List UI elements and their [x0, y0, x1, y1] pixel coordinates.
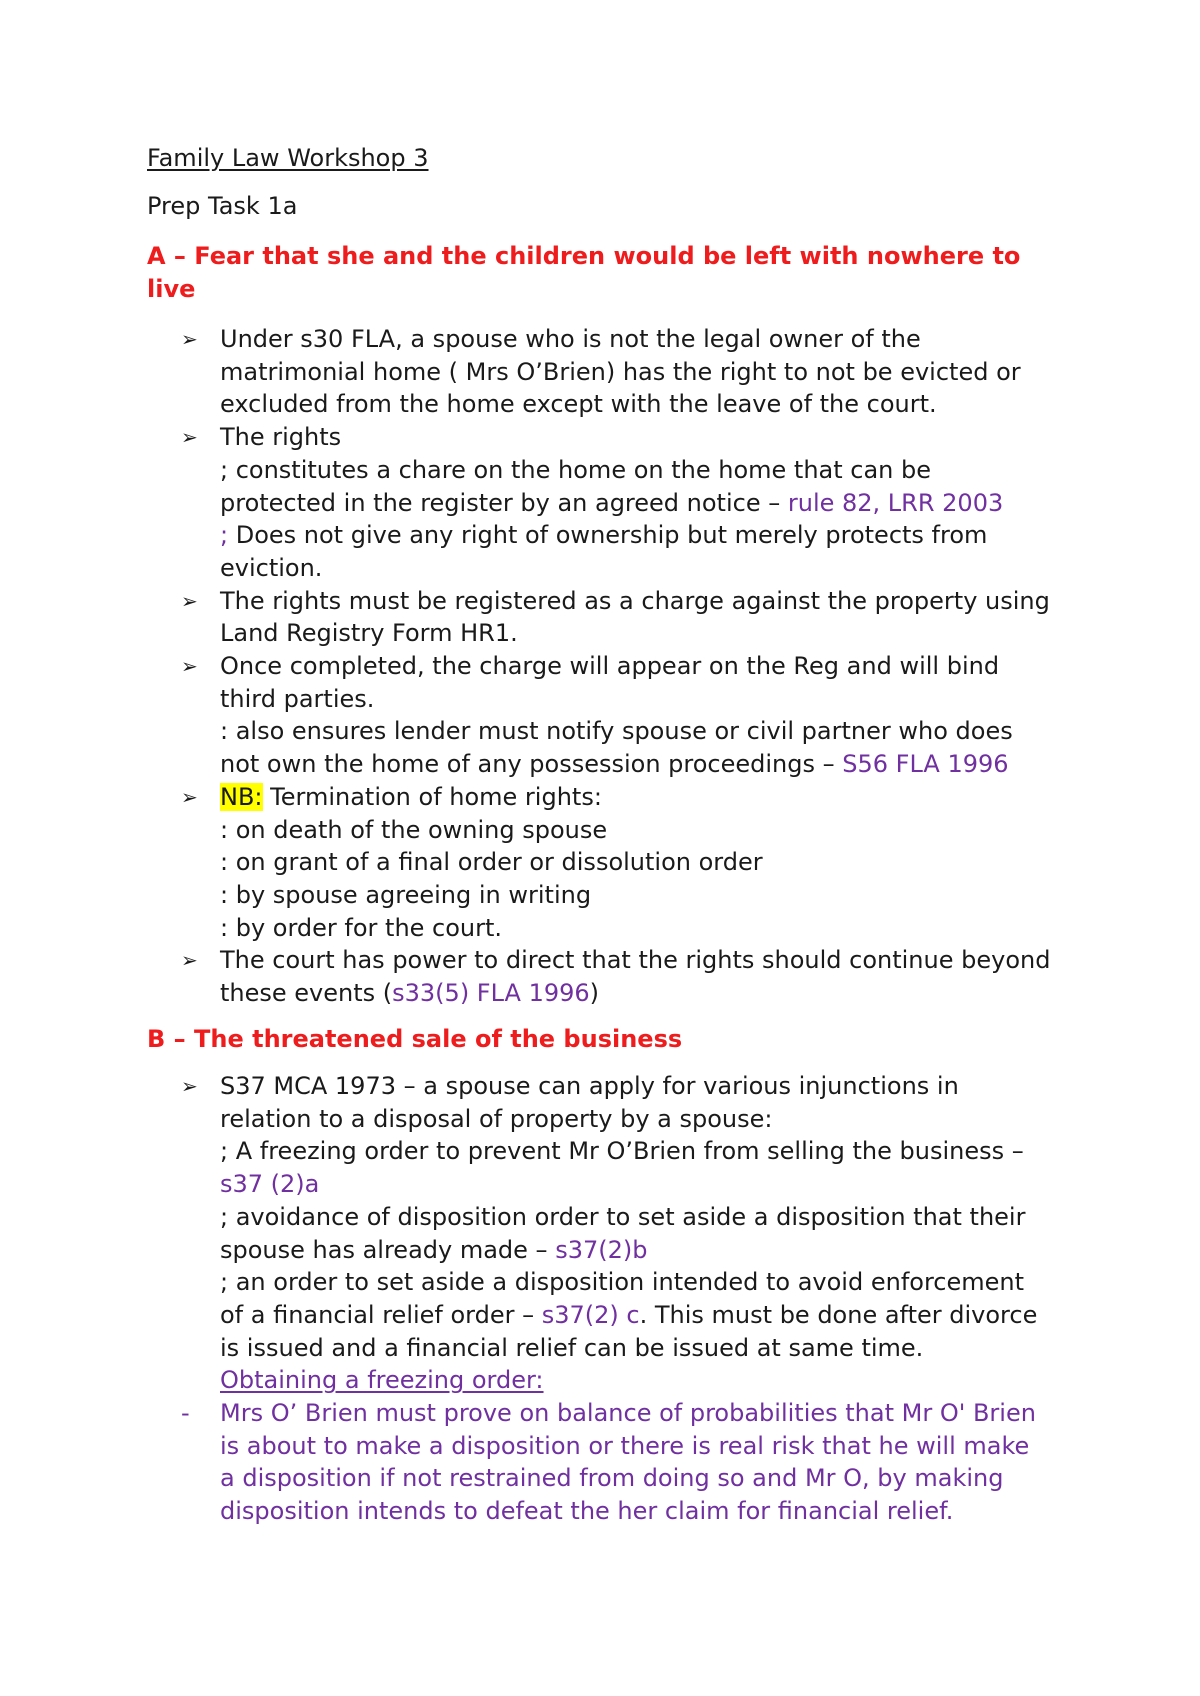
list-item-text: : by spouse agreeing in writing — [220, 880, 592, 909]
legal-reference: ; — [220, 521, 229, 550]
document-title: Family Law Workshop 3 — [147, 144, 429, 172]
list-item-text: : on death of the owning spouse — [220, 815, 608, 844]
list-item-text: ; A freezing order to prevent Mr O’Brien from selling the business – — [220, 1137, 1024, 1166]
list-item — [147, 585, 1077, 650]
list-item-text: : by order for the court. — [220, 913, 503, 942]
list-item-text: relation to a disposal of property by a spouse: — [220, 1104, 773, 1133]
list-item-text: is issued and a financial relief can be issued at same time. — [220, 1333, 924, 1362]
list-item-text: ; an order to set aside a disposition intended to avoid enforcement — [220, 1268, 1025, 1297]
list-item-text: matrimonial home ( Mrs O’Brien) has the right to not be evicted or — [220, 357, 1021, 386]
list-item-text — [220, 1234, 1077, 1267]
list-item — [147, 781, 1077, 945]
arrowhead-bullet-icon: ➢ — [181, 948, 198, 973]
list-item-text-segment: these events ( — [220, 979, 393, 1008]
list-item-text — [220, 487, 1077, 520]
section-a-heading-line: A – Fear that she and the children would be left with nowhere to — [147, 242, 1021, 270]
list-item-text: : on grant of a final order or dissolution order — [220, 848, 763, 877]
section-b-heading: B – The threatened sale of the business — [147, 1025, 683, 1053]
list-item — [147, 1070, 1077, 1397]
list-item-text — [220, 519, 1077, 552]
list-item-text: Under s30 FLA, a spouse who is not the legal owner of the — [220, 325, 921, 353]
list-item-text — [220, 781, 1077, 814]
arrowhead-bullet-icon: ➢ — [181, 327, 198, 351]
section-a-heading — [147, 240, 1067, 306]
list-item-text: ; constitutes a chare on the home on the home that can be — [220, 455, 932, 484]
list-item-text-segment: protected in the register by an agreed notice – — [220, 488, 788, 517]
legal-reference: s33(5) FLA 1996 — [392, 979, 590, 1008]
legal-reference: S56 FLA 1996 — [842, 750, 1009, 779]
legal-reference: s37(2) c — [541, 1300, 640, 1329]
list-item — [147, 421, 1077, 585]
section-a-heading-line: live — [147, 275, 196, 303]
dash-bullet: - — [181, 1399, 190, 1428]
list-item-text — [220, 748, 1077, 781]
arrowhead-bullet-icon: ➢ — [181, 588, 198, 613]
list-item-text: a disposition if not restrained from doing so and Mr O, by making — [220, 1464, 1004, 1493]
list-item-text: Once completed, the charge will appear on the Reg and will bind — [220, 652, 1000, 681]
legal-reference: rule 82, LRR 2003 — [787, 488, 1004, 517]
freezing-order-subheading: Obtaining a freezing order: — [220, 1366, 544, 1395]
list-item-text: disposition intends to defeat the her claim for financial relief. — [220, 1497, 954, 1526]
arrowhead-bullet-icon: ➢ — [181, 425, 198, 450]
list-item-text-segment: spouse has already made – — [220, 1235, 556, 1264]
list-item-text: eviction. — [220, 553, 323, 582]
list-item-text — [220, 977, 1077, 1010]
section-a-list — [147, 323, 1077, 1010]
arrowhead-bullet-icon: ➢ — [181, 1074, 198, 1098]
arrowhead-bullet-icon: ➢ — [181, 654, 198, 679]
section-b-list — [147, 1070, 1077, 1528]
list-item-text-segment: ) — [589, 979, 600, 1008]
list-item-text-segment: Termination of home rights: — [262, 782, 602, 811]
list-item-text: The rights — [220, 423, 342, 452]
legal-reference: s37 (2)a — [220, 1170, 320, 1199]
list-item-text-segment: not own the home of any possession proceedings – — [220, 750, 843, 779]
list-item-text: S37 MCA 1973 – a spouse can apply for various injunctions in — [220, 1072, 959, 1100]
list-item-text: ; avoidance of disposition order to set aside a disposition that their — [220, 1202, 1026, 1231]
list-item-text: Land Registry Form HR1. — [220, 619, 518, 648]
list-item — [147, 650, 1077, 781]
list-item-text: excluded from the home except with the leave of the court. — [220, 390, 937, 419]
list-item-text-segment: of a financial relief order – — [220, 1300, 542, 1329]
list-item-text: Mrs O’ Brien must prove on balance of probabilities that Mr O' Brien — [220, 1399, 1036, 1428]
list-item-text-segment: Does not give any right of ownership but merely protects from — [228, 521, 988, 550]
legal-reference: s37(2)b — [555, 1235, 648, 1264]
list-item-text: third parties. — [220, 684, 375, 713]
list-item-text — [220, 1299, 1077, 1332]
list-item — [147, 944, 1077, 1009]
list-item-text: The court has power to direct that the rights should continue beyond — [220, 946, 1051, 975]
nb-highlight: NB: — [220, 782, 263, 811]
document-subtitle: Prep Task 1a — [147, 192, 298, 220]
dash-list-item — [147, 1397, 1077, 1528]
list-item-text: : also ensures lender must notify spouse or civil partner who does — [220, 717, 1013, 746]
list-item-text: The rights must be registered as a charge against the property using — [220, 586, 1050, 615]
list-item-text-segment: . This must be done after divorce — [639, 1300, 1038, 1329]
arrowhead-bullet-icon: ➢ — [181, 784, 198, 809]
list-item-text: is about to make a disposition or there is real risk that he will make — [220, 1431, 1030, 1460]
list-item — [147, 323, 1077, 421]
